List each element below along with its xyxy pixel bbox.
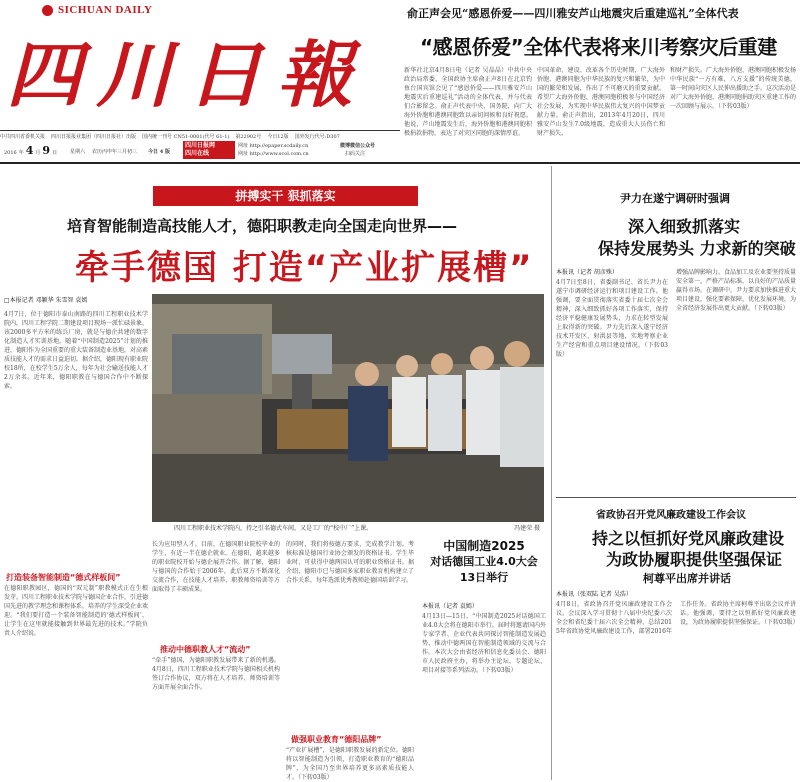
lead-col2: 长为应用型人才。目前，在德国职业院校毕业的学生，有近一半在德企就业。在德阳，越来越多的职业院校开始与德企展开合作。据了解，德阳与德国的合作始于2006年，此后双方不断深化交流合作，在技能人才培养、职教师资培训等方面取得了丰硕成果。	[152, 541, 280, 593]
right-body-1b: 增强品牌影响力。食品加工及农业要坚持质量安全第一，严格产品标准，以良好的产品质量赢得市场。在调研中，尹力要求加快推进重大项目建设，强化要素保障，优化发展环境，为全省经济发展作出更大贡献。（下转03版）	[676, 269, 797, 312]
info-item: 四川日报报业集团（四川日报社）出版	[51, 134, 137, 140]
header-story-col2: 中国革命、建设、改革各个历史时期，广大海外侨胞、港澳同胞为中华民族的复兴和繁荣，为中国的繁荣和发展，作出了不可磨灭的重要贡献。希望广大海外侨胞、港澳同胞积极参与中国经济社会发展，为实现中华民族伟大复兴的中国梦贡献力量。俞正声指出，2013年4月20日，四川雅安芦山发生7.0级地震，造成重大人员伤亡和财产损失。	[537, 67, 665, 137]
newspaper-logo: 四川日報	[6, 33, 368, 117]
date-year: 2016	[4, 150, 17, 156]
conference-title-line1: 中国制造2025	[443, 539, 525, 553]
right-top-kicker: 尹力在遂宁调研时强调	[620, 192, 730, 205]
right-lower-byline: 本报讯（张双陆 记者 吴浩）	[556, 591, 632, 598]
info-row-1	[0, 133, 400, 140]
right-divider	[556, 497, 796, 498]
conference-title-line2: 对话德国工业4.0大会	[430, 555, 538, 568]
lunar-date: 农历丙申年三月初三	[92, 149, 138, 155]
slogan-banner: 拼搏实干 狠抓落实	[153, 186, 418, 206]
column-divider	[551, 166, 552, 780]
header-story-topline: 俞正声会见“感恩侨爱——四川雅安芦山地震灾后重建巡礼”全体代表	[407, 7, 739, 20]
date-day-label: 日	[52, 150, 58, 156]
english-name: SICHUAN DAILY	[58, 4, 153, 16]
date-month: 4	[25, 144, 34, 157]
newspaper-seal-icon	[42, 5, 53, 16]
issue-date	[4, 144, 57, 157]
lead-subhead-1: 打造装备智能制造“德式样板间”	[6, 573, 121, 582]
lead-headline: 牵手德国 打造“产业扩展槽”	[75, 248, 534, 288]
website-badge	[183, 141, 235, 159]
header-story-col1: 新华社北京4月8日电（记者 吴晶晶）中共中央政治局常委、全国政协主席俞正声8日在北京钓鱼台国宾馆会见了“感恩侨爱——四川雅安芦山地震灾后重建巡礼”活动的全体代表，并与代表们合影留念。俞正声代表中央、国务院，向广大海外侨胞和港澳同胞致以亲切问候和良好祝愿。他说，芦山地震发生后，海外侨胞和港澳同胞积极捐款捐物，表达了对灾区同胞的深情厚谊。	[404, 67, 532, 137]
url-2[interactable]: 网址 http://www.scol.com.cn	[238, 151, 309, 157]
conference-title-line3: 13日举行	[459, 571, 509, 584]
workshop-photo-illustration	[152, 294, 544, 522]
info-item: 第22902号	[235, 134, 262, 140]
lead-byline: □本报记者 邓颖华 朱雪智 袁嫣	[4, 297, 88, 304]
issue-pages: 今日 4 版	[148, 149, 170, 155]
info-item: 今日12版	[267, 134, 289, 140]
url-1[interactable]: 网址 http://epaper.scdaily.cn	[238, 143, 309, 149]
lead-photo	[152, 294, 544, 522]
lead-col1b: 在德阳职教园区，德国的“双元制”职教模式正在生根发芽。四川工程职业技术学院与德国企业合作，引进德国先进的教学理念和课程体系，培养的学生深受企业欢迎。“我们要打造一个装备智能制造的‘德式样板间’，让学生在这里就能接触到世界最先进的技术。”学院负责人介绍说。	[4, 585, 149, 637]
info-item: 国外发行代号:D307	[294, 134, 340, 140]
lead-subhead-3: 做强职业教育“德阳品牌”	[291, 735, 382, 744]
conference-title-box	[422, 538, 546, 594]
lead-col1: 4月7日，位于德阳市泰山南路的四川工程职业技术学院内，四川工程学院二期建设项目现场一派忙碌景象。该2000多平方米的练兵厂房，就是与德企共建的数字化制造人才实训基地。随着“中国制造2025”计划的推进，德阳作为全国重要的重大装备制造业基地，对高素质技能人才的需求日益迫切。据介绍，德阳现有职业院校18所，在校学生5万余人，每年为社会输送技能人才2万余名。近年来，德阳职教在与德国合作中不断探索。	[4, 311, 149, 390]
lead-col2b: “牵手”德国，为德阳职教发展带来了新的机遇。4月8日，四川工程职业技术学院与德国相关机构签订合作协议，双方将在人才培养、师资培训等方面开展全面合作。	[152, 657, 280, 691]
date-day: 9	[42, 144, 51, 157]
right-headline-1: 深入细致抓落实	[628, 217, 741, 236]
right-lower-kicker: 省政协召开党风廉政建设工作会议	[596, 510, 746, 521]
right-body-1: 4月7日至8日，省委副书记、省长尹力在遂宁市调研经济运行和项目建设工作。他强调，要全面贯彻落实省委十届七次全会精神，深入细致抓好各项工作落实，保持经济平稳健康发展势头，力求在转型发展上取得新的突破。尹力先后深入遂宁经济技术开发区、射洪县等地，实地考察企业生产经营和重点项目建设情况。（下转03版）	[556, 279, 668, 358]
photo-credit: 冯建荣 摄	[514, 525, 540, 532]
right-byline: 本报讯（记者 胡彦殊）	[556, 269, 618, 276]
info-item: 国内统一刊号 CN51-0001(代号 61-1)	[142, 134, 230, 140]
conference-body: 4月13日—15日，“中国制造2025对话德国工业4.0大会将在德阳市举行。届时将邀请国内外专家学者、企业代表共同探讨智能制造发展趋势，推动中德两国在智能制造领域的交流与合作。本次大会由省经济和信息化委员会、德阳市人民政府主办，将举办主论坛、专题论坛、项目对接等系列活动。（下转03版）	[422, 613, 546, 674]
qr-caption-2: 扫码关注	[345, 151, 366, 157]
info-item: 中共四川省委机关报	[0, 134, 46, 140]
right-lower-headline-1: 持之以恒抓好党风廉政建设	[592, 529, 785, 548]
lead-col3: 的同时，我们将按德方要求，完成教学计划。考核标准是德国行业协会颁发的资格证书。学生毕业时，可获得中德两国认可的职业资格证书。据介绍，德阳市已与德国多家职业教育机构建立了合作关系，每年选派优秀教师赴德国培训学习。	[286, 541, 414, 584]
website-label: 四川日报网	[185, 142, 216, 149]
masthead-bottom-rule	[0, 162, 800, 164]
photo-caption: 四川工程职业技术学院内，持之引名德式车间，又是工厂的“校中厂”上课。	[174, 525, 373, 532]
right-lower-subhead: 柯尊平出席并讲话	[643, 572, 731, 585]
lead-kicker: 培育智能制造高技能人才，德阳职教走向全国走向世界——	[67, 217, 458, 235]
lead-col3b: “产业扩展槽”，是德阳职教发展的新定位。德阳将以智能制造为引领，打造职业教育的“德阳品牌”，为全国乃至世界培养更多高素质技能人才。（下转03版）	[286, 747, 414, 781]
date-month-label: 月	[35, 150, 41, 156]
lead-subhead-2: 推动中德职教人才“流动”	[160, 645, 251, 654]
conference-byline: 本报讯（记者 袁嫣）	[422, 603, 478, 610]
weekday: 星期六	[70, 149, 86, 155]
qr-caption: 微博微信公众号	[340, 143, 376, 149]
right-headline-2: 保持发展势头 力求新的突破	[598, 239, 796, 258]
header-story-col3: 和财产损失。广大海外侨胞、港澳同胞积极发扬中华民族“一方有难，八方支援”的传统美德，第一时间向灾区人民伸出援助之手。这次活动是对广大海外侨胞、港澳同胞捐助灾区重建工作的一次回顾与展示。（下转03版）	[670, 67, 797, 110]
website-label-2: 四川在线	[185, 150, 210, 157]
right-lower-headline-2: 为政协履职提供坚强保证	[606, 550, 783, 569]
right-lower-body: 4月8日，省政协召开党风廉政建设工作会议。会议深入学习贯彻十八届中央纪委六次全会和省纪委十届六次全会精神，总结2015年省政协党风廉政建设工作，部署2016年工作任务。省政协主席柯尊平出席会议并讲话。他强调，要持之以恒抓好党风廉政建设，为政协履职提供坚强保证。（下转03版）	[556, 601, 799, 635]
photo-caption-row	[152, 523, 544, 535]
header-story-headline: “感恩侨爱”全体代表将来川考察灾后重建	[420, 35, 777, 59]
divider	[0, 130, 400, 131]
date-year-label: 年	[18, 150, 24, 156]
